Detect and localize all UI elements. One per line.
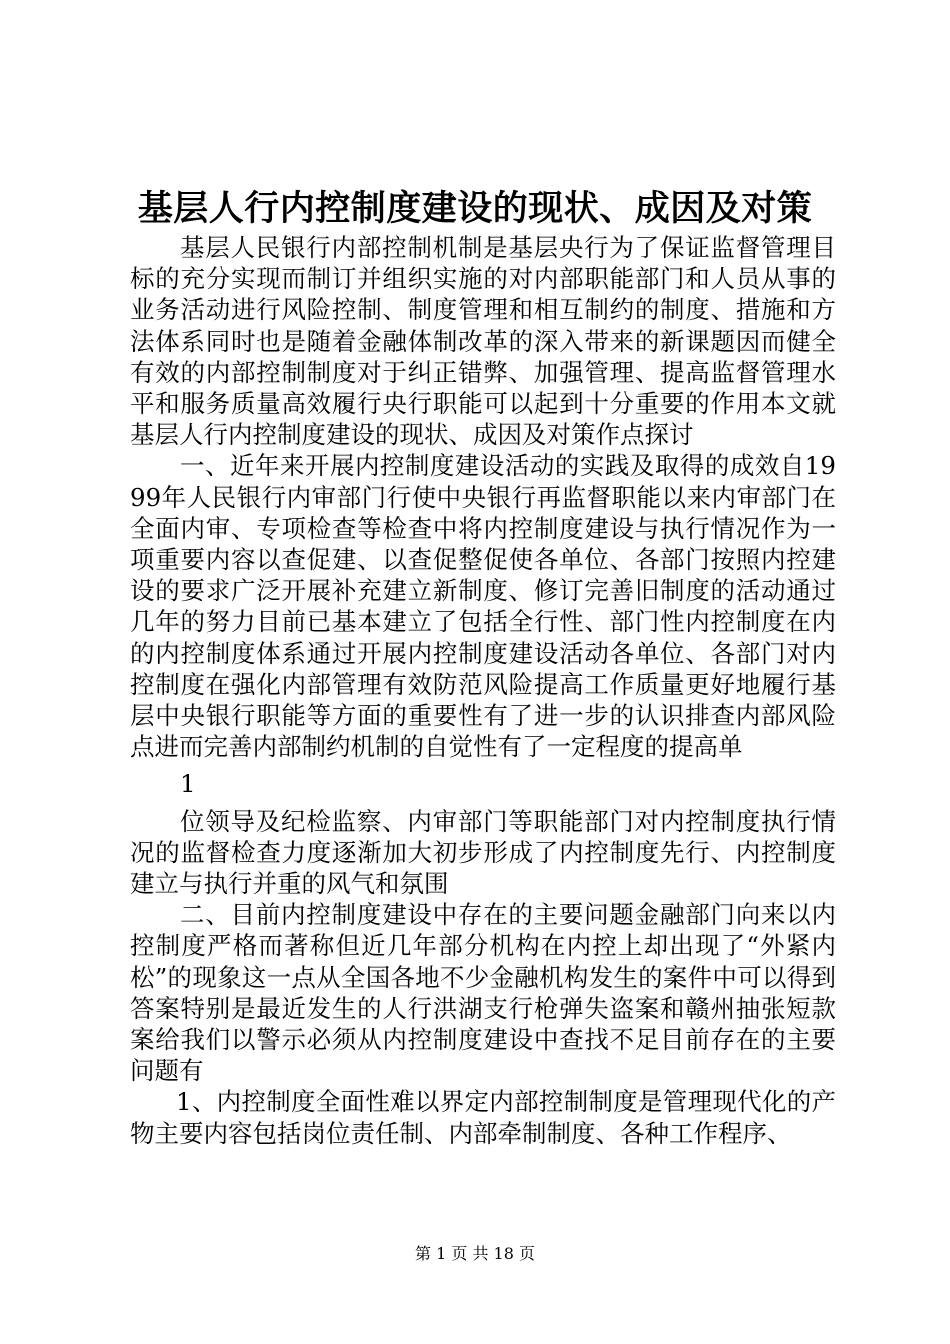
paragraph-item-one: 1、内控制度全面性难以界定内部控制制度是管理现代化的产物主要内容包括岗位责任制、内部牵制制度、各种工作程序、	[130, 1087, 836, 1148]
inline-page-number: 1	[180, 769, 196, 799]
page-footer: 第 1 页 共 18 页	[415, 1244, 535, 1263]
document-body	[130, 232, 836, 1149]
paragraph-section-one-continued: 位领导及纪检监察、内审部门等职能部门对内控制度执行情况的监督检查力度逐渐加大初步形成了内控制度先行、内控制度建立与执行并重的风气和氛围	[130, 806, 836, 899]
paragraph-intro: 基层人民银行内部控制机制是基层央行为了保证监督管理目标的充分实现而制订并组织实施的对内部职能部门和人员从事的业务活动进行风险控制、制度管理和相互制约的制度、措施和方法体系同时也是随着金融体制改革的深入带来的新课题因而健全有效的内部控制制度对于纠正错弊、加强管理、提高监督管理水平和服务质量高效履行央行职能可以起到十分重要的作用本文就基层人行内控制度建设的现状、成因及对策作点探讨	[130, 233, 836, 450]
paragraph-section-one: 一、近年来开展内控制度建设活动的实践及取得的成效自1999年人民银行内审部门行使中央银行再监督职能以来内审部门在全面内审、专项检查等检查中将内控制度建设与执行情况作为一项重要内容以查促建、以查促整促使各单位、各部门按照内控建设的要求广泛开展补充建立新制度、修订完善旧制度的活动通过几年的努力目前已基本建立了包括全行性、部门性内控制度在内的内控制度体系通过开展内控制度建设活动各单位、各部门对内控制度在强化内部管理有效防范风险提高工作质量更好地履行基层中央银行职能等方面的重要性有了进一步的认识排查内部风险点进而完善内部制约机制的自觉性有了一定程度的提高单	[130, 451, 836, 762]
paragraph-section-two: 二、目前内控制度建设中存在的主要问题金融部门向来以内控制度严格而著称但近几年部分机构在内控上却出现了“外紧内松”的现象这一点从全国各地不少金融机构发生的案件中可以得到答案特别是最近发生的人行洪湖支行枪弹失盗案和赣州抽张短款案给我们以警示必须从内控制度建设中查找不足目前存在的主要问题有	[130, 900, 836, 1086]
document-title: 基层人行内控制度建设的现状、成因及对策	[137, 188, 813, 229]
